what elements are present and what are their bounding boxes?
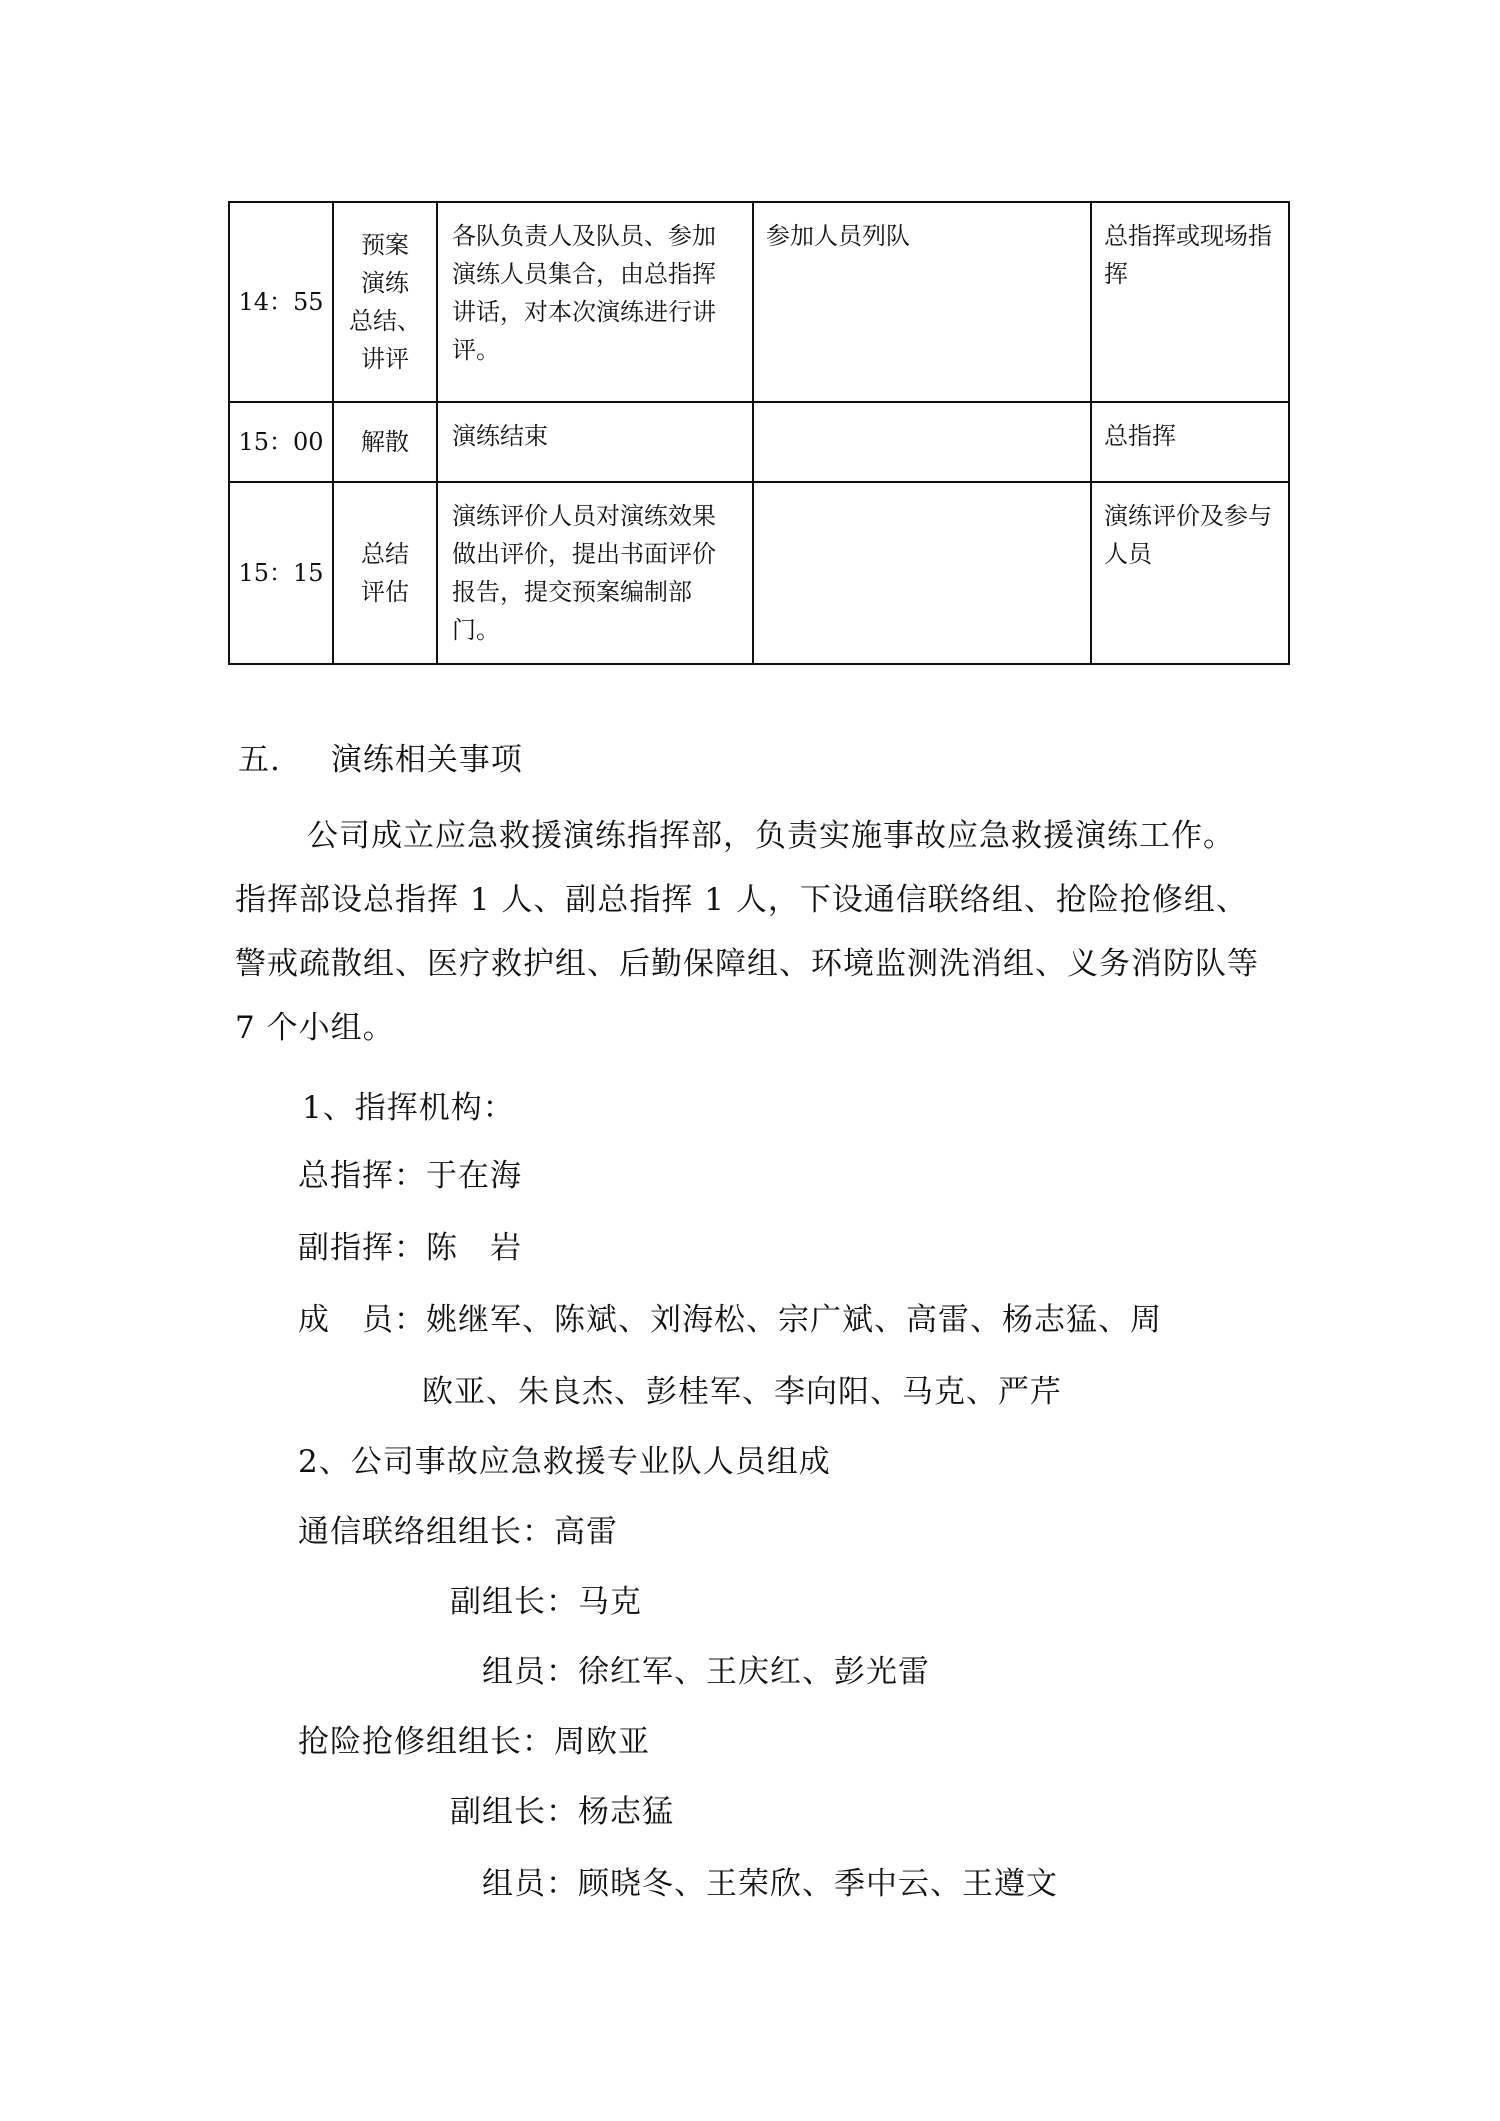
members-line bbox=[298, 1294, 1162, 1339]
comm-members-label: 组员： bbox=[482, 1654, 578, 1690]
drill-schedule-table bbox=[228, 201, 1290, 665]
time-cell: 15：00 bbox=[229, 402, 333, 482]
time-cell: 14：55 bbox=[229, 202, 333, 402]
section-title: 演练相关事项 bbox=[330, 742, 523, 778]
stage-cell bbox=[333, 402, 437, 482]
rescue-leader-name: 周欧亚 bbox=[554, 1724, 650, 1760]
chief-label: 总指挥： bbox=[298, 1158, 426, 1194]
command-title: 1、指挥机构： bbox=[302, 1090, 515, 1126]
stage-text: 解散 bbox=[361, 428, 409, 456]
comm-leader-label: 通信联络组组长： bbox=[298, 1514, 554, 1550]
members-label: 成 员： bbox=[298, 1302, 426, 1338]
participants-cell: 参加人员列队 bbox=[753, 202, 1091, 402]
comm-members-line bbox=[298, 1646, 930, 1691]
content-cell: 各队负责人及队员、参加演练人员集合，由总指挥讲话，对本次演练进行讲评。 bbox=[437, 202, 753, 402]
rescue-deputy-label: 副组长： bbox=[450, 1794, 578, 1830]
deputy-name: 陈 岩 bbox=[426, 1230, 522, 1266]
comm-leader-name: 高雷 bbox=[554, 1514, 618, 1550]
table-row bbox=[229, 482, 1289, 664]
content-cell: 演练评价人员对演练效果做出评价，提出书面评价报告，提交预案编制部门。 bbox=[437, 482, 753, 664]
comm-leader-line bbox=[298, 1506, 618, 1551]
stage-cell bbox=[333, 482, 437, 664]
stage-text: 总结 bbox=[361, 540, 409, 568]
deputy-label: 副指挥： bbox=[298, 1230, 426, 1266]
rescue-leader-label: 抢险抢修组组长： bbox=[298, 1724, 554, 1760]
responsible-cell: 演练评价及参与人员 bbox=[1091, 482, 1289, 664]
time-cell: 15：15 bbox=[229, 482, 333, 664]
teams-title: 2、公司事故应急救援专业队人员组成 bbox=[298, 1444, 831, 1480]
rescue-leader-line bbox=[298, 1716, 650, 1761]
stage-cell bbox=[333, 202, 437, 402]
rescue-members-list: 顾晓冬、王荣欣、季中云、王遵文 bbox=[578, 1866, 1058, 1902]
comm-deputy-label: 副组长： bbox=[450, 1584, 578, 1620]
members-line-continued: 欧亚、朱良杰、彭桂军、李向阳、马克、严芹 bbox=[422, 1374, 1062, 1410]
members-list: 姚继军、陈斌、刘海松、宗广斌、高雷、杨志猛、周 bbox=[426, 1302, 1162, 1338]
rescue-deputy-name: 杨志猛 bbox=[578, 1794, 674, 1830]
chief-line bbox=[298, 1150, 522, 1195]
comm-deputy-name: 马克 bbox=[578, 1584, 642, 1620]
responsible-cell: 总指挥或现场指挥 bbox=[1091, 202, 1289, 402]
stage-text: 预案 bbox=[361, 231, 409, 259]
stage-text: 演练 bbox=[361, 269, 409, 297]
rescue-members-label: 组员： bbox=[482, 1866, 578, 1902]
comm-members-list: 徐红军、王庆红、彭光雷 bbox=[578, 1654, 930, 1690]
content-cell: 演练结束 bbox=[437, 402, 753, 482]
stage-text: 总结、 bbox=[349, 307, 421, 335]
intro-paragraph: 公司成立应急救援演练指挥部，负责实施事故应急救援演练工作。指挥部设总指挥 1 人、副总指挥 1 人，下设通信联络组、抢险抢修组、警戒疏散组、医疗救护组、后勤保障组、环境监测洗消组、义务消防队等 7 个小组。 bbox=[235, 818, 1259, 1046]
rescue-deputy-line bbox=[298, 1786, 674, 1831]
deputy-line bbox=[298, 1222, 522, 1267]
table-row bbox=[229, 202, 1289, 402]
stage-text: 评估 bbox=[361, 578, 409, 606]
comm-deputy-line bbox=[298, 1576, 642, 1621]
table-row bbox=[229, 402, 1289, 482]
participants-cell bbox=[753, 402, 1091, 482]
participants-cell bbox=[753, 482, 1091, 664]
rescue-members-line bbox=[298, 1858, 1058, 1903]
section-heading bbox=[238, 734, 523, 779]
section-number: 五. bbox=[238, 742, 281, 778]
responsible-cell: 总指挥 bbox=[1091, 402, 1289, 482]
chief-name: 于在海 bbox=[426, 1158, 522, 1194]
stage-text: 讲评 bbox=[361, 345, 409, 373]
